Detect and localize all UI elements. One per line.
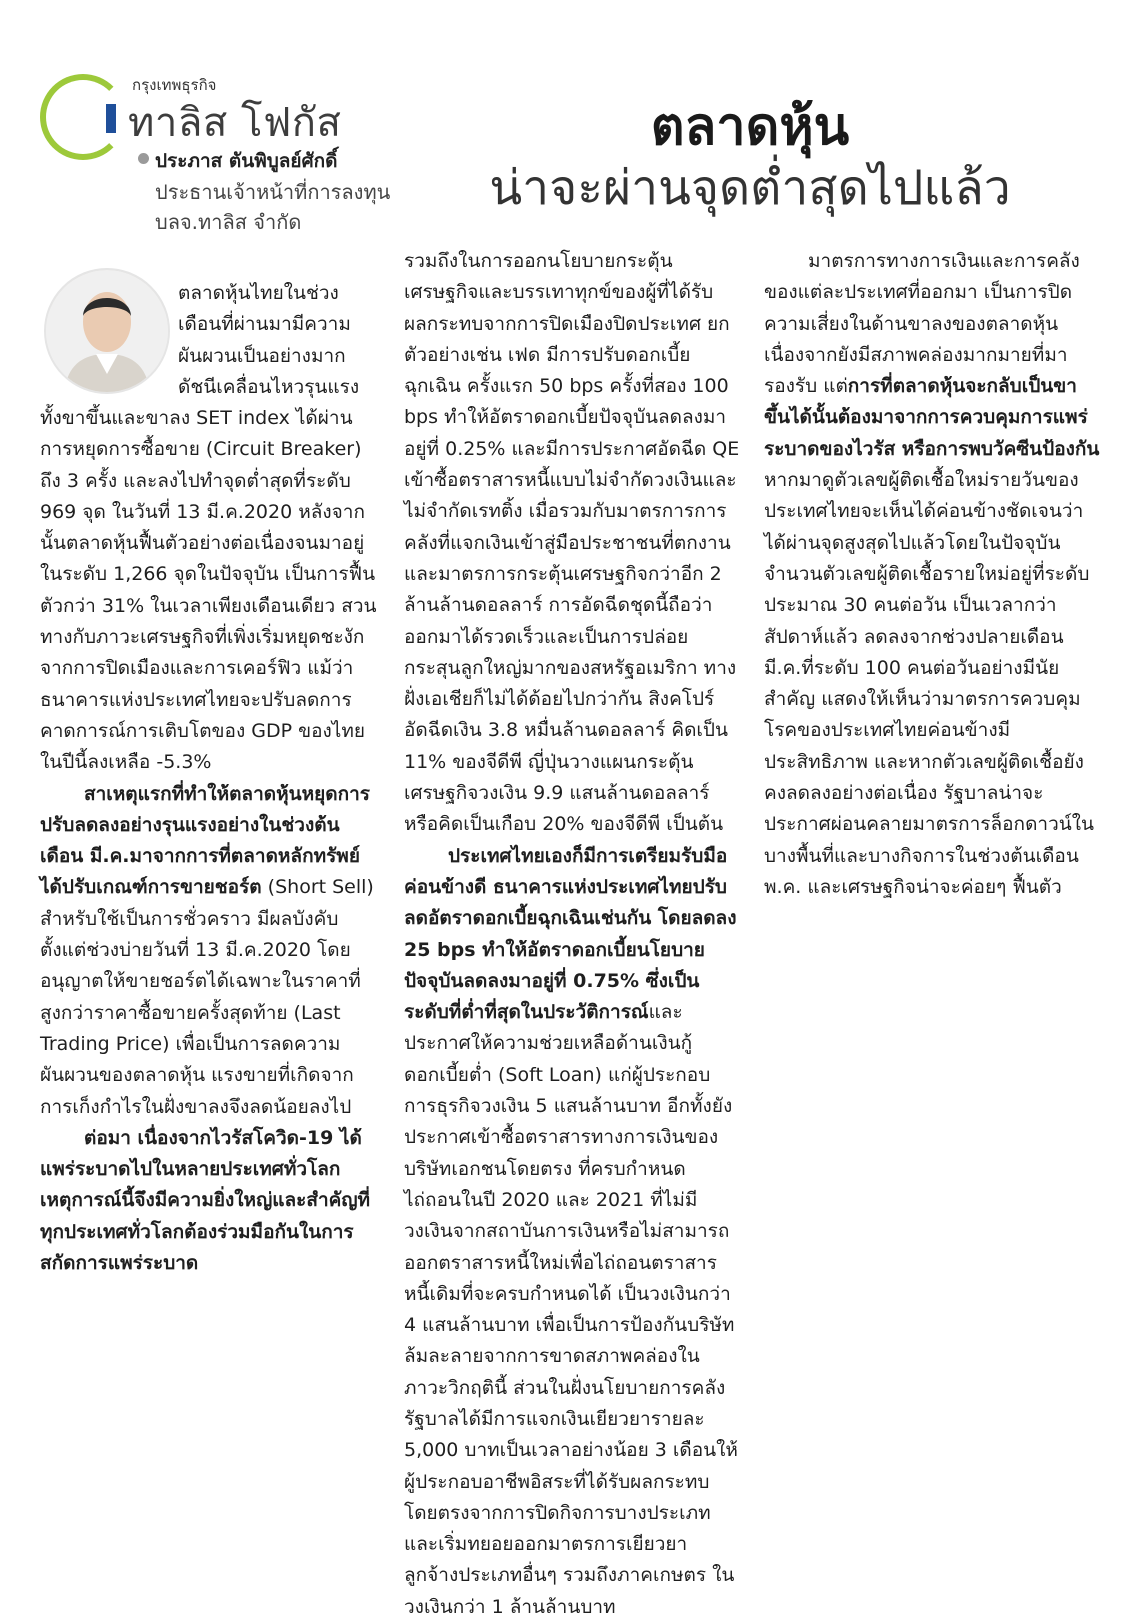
paragraph-5 (764, 246, 1102, 903)
article-intro (178, 278, 378, 403)
publication-name: กรุงเทพธุรกิจ (132, 76, 217, 94)
paragraph-4 (404, 841, 740, 1623)
paragraph-3-text: รวมถึงในการออกนโยบายกระตุ้นเศรษฐกิจและบรรเทาทุกข์ของผู้ที่ได้รับผลกระทบจากการปิดเมืองปิดประเทศ ยกตัวอย่างเช่น เฟด มีการปรับดอกเบี้ยฉุกเฉิน ครั้งแรก 50 bps ครั้งที่สอง 100 bps ทำให้อัตราดอกเบี้ยปัจจุบันลดลงมาอยู่ที่ 0.25% และมีการประกาศอัดฉีด QE เข้าซื้อตราสารหนี้แบบไม่จำกัดวงเงินและไม่จำกัดเรทติ้ง เมื่อรวมกับมาตรการการคลังที่แจกเงินเข้าสู่มือประชาชนที่ตกงานและมาตรการกระตุ้นเศรษฐกิจกว่าอีก 2 ล้านล้านดอลลาร์ การอัดฉีดชุดนี้ถือว่าออกมาได้รวดเร็วและเป็นการปล่อยกระสุนลูกใหญ่มากของสหรัฐอเมริกา ทางฝั่งเอเชียก็ไม่ได้ด้อยไปกว่ากัน สิงคโปร์อัดฉีดเงิน 3.8 หมื่นล้านดอลลาร์ คิดเป็น 11% ของจีดีพี ญี่ปุ่นวางแผนกระตุ้นเศรษฐกิจวงเงิน 9.9 แสนล้านดอลลาร์ หรือคิดเป็นเกือบ 20% ของจีดีพี เป็นต้น (404, 250, 740, 836)
paragraph-4-bold: ประเทศไทยเองก็มีการเตรียมรับมือค่อนข้างดี ธนาคารแห่งประเทศไทยปรับลดอัตราดอกเบี้ยฉุกเฉินเช่นกัน โดยลดลง 25 bps ทำให้อัตราดอกเบี้ยนโยบายปัจจุบันลดลงมาอยู่ที่ 0.75% ซึ่งเป็นระดับที่ต่ำที่สุดในประวัติการณ์ (404, 844, 737, 1024)
article-column-2 (404, 246, 740, 1623)
headline-line-1: ตลาดหุ้น (650, 97, 850, 157)
paragraph-5-tail: หากมาดูตัวเลขผู้ติดเชื้อใหม่รายวันของประเทศไทยจะเห็นได้ค่อนข้างชัดเจนว่าได้ผ่านจุดสูงสุดไปแล้วโดยในปัจจุบัน จำนวนตัวเลขผู้ติดเชื้อรายใหม่อยู่ที่ระดับประมาณ 30 คนต่อวัน เป็นเวลากว่าสัปดาห์แล้ว ลดลงจากช่วงปลายเดือนมี.ค.ที่ระดับ 100 คนต่อวันอย่างมีนัยสำคัญ แสดงให้เห็นว่ามาตรการควบคุมโรคของประเทศไทยค่อนข้างมีประสิทธิภาพ และหากตัวเลขผู้ติดเชื้อยังคงลดลงอย่างต่อเนื่อง รัฐบาลน่าจะประกาศผ่อนคลายมาตรการล็อกดาวน์ในบางพื้นที่และบางกิจการในช่วงต้นเดือน พ.ค. และเศรษฐกิจน่าจะค่อยๆ ฟื้นตัว (764, 469, 1094, 898)
column-name: ทาลิส โฟกัส (128, 100, 342, 146)
author-company: บลจ.ทาลิส จำกัด (155, 210, 302, 234)
author-photo (44, 268, 170, 394)
paragraph-3-lead: ต่อมา เนื่องจากไวรัสโควิด-19 ได้แพร่ระบาดไปในหลายประเทศทั่วโลก เหตุการณ์นี้จึงมีความยิ่งใหญ่และสำคัญที่ทุกประเทศทั่วโลกต้องร่วมมือกันในการสกัดการแพร่ระบาด (40, 1126, 371, 1275)
bullet-icon (138, 153, 149, 164)
author-name: ประภาส ตันพิบูลย์ศักดิ์ (155, 150, 338, 172)
paragraph-5-bold: การที่ตลาดหุ้นจะกลับเป็นขาขึ้นได้นั้นต้องมาจากการควบคุมการแพร่ระบาดของไวรัส หรือการพบวัคซีนป้องกัน (764, 375, 1100, 460)
article-column-3 (764, 246, 1102, 903)
paragraph-2-text: (Short Sell) สำหรับใช้เป็นการชั่วคราว มีผลบังคับตั้งแต่ช่วงบ่ายวันที่ 13 มี.ค.2020 โดยอนุญาตให้ขายชอร์ตได้เฉพาะในราคาที่สูงกว่าราคาซื้อขายครั้งสุดท้าย (Last Trading Price) เพื่อเป็นการลดความผันผวนของตลาดหุ้น แรงขายที่เกิดจากการเก็งกำไรในฝั่งขาลงจึงลดน้อยลงไป (40, 876, 374, 1118)
masthead-logo-bar (106, 104, 116, 133)
author-role: ประธานเจ้าหน้าที่การลงทุน (155, 180, 391, 204)
intro-text: ตลาดหุ้นไทยในช่วงเดือนที่ผ่านมามีความผันผวนเป็นอย่างมาก ดัชนีเคลื่อนไหวรุนแรง (178, 282, 360, 398)
article-column-1 (40, 403, 378, 1279)
paragraph-2 (40, 779, 378, 1123)
paragraph-1-continued: ทั้งขาขึ้นและขาลง SET index ได้ผ่านการหยุดการซื้อขาย (Circuit Breaker) ถึง 3 ครั้ง และลงไปทำจุดต่ำสุดที่ระดับ 969 จุด ในวันที่ 13 มี.ค.2020 หลังจากนั้นตลาดหุ้นฟื้นตัวอย่างต่อเนื่องจนมาอยู่ในระดับ 1,266 จุดในปัจจุบัน เป็นการฟื้นตัวกว่า 31% ในเวลาเพียงเดือนเดียว สวนทางกับภาวะเศรษฐกิจที่เพิ่งเริ่มหยุดชะงักจากการปิดเมืองและการเคอร์ฟิว แม้ว่าธนาคารแห่งประเทศไทยจะปรับลดการคาดการณ์การเติบโตของ GDP ของไทยในปีนี้ลงเหลือ -5.3% (40, 407, 377, 774)
author-portrait-icon (46, 270, 168, 392)
headline-line-2: น่าจะผ่านจุดต่ำสุดไปแล้ว (489, 160, 1011, 216)
paragraph-5-text: มาตรการทางการเงินและการคลังของแต่ละประเทศที่ออกมา เป็นการปิดความเสี่ยงในด้านขาลงของตลาดหุ้นเนื่องจากยังมีสภาพคล่องมากมายที่มารองรับ แต่ (764, 250, 1080, 398)
paragraph-2-bold: สาเหตุแรกที่ทำให้ตลาดหุ้นหยุดการปรับลดลงอย่างรุนแรงอย่างในช่วงต้นเดือน มี.ค.มาจากการที่ตลาดหลักทรัพย์ได้ปรับเกณฑ์การขายชอร์ต (40, 782, 370, 899)
paragraph-4-text: และประกาศให้ความช่วยเหลือด้านเงินกู้ดอกเบี้ยต่ำ (Soft Loan) แก่ผู้ประกอบการธุรกิจวงเงิน 5 แสนล้านบาท อีกทั้งยังประกาศเข้าซื้อตราสารทางการเงินของบริษัทเอกชนโดยตรง ที่ครบกำหนดไถ่ถอนในปี 2020 และ 2021 ที่ไม่มีวงเงินจากสถาบันการเงินหรือไม่สามารถออกตราสารหนี้ใหม่เพื่อไถ่ถอนตราสารหนี้เดิมที่จะครบกำหนดได้ เป็นวงเงินกว่า 4 แสนล้านบาท เพื่อเป็นการป้องกันบริษัทล้มละลายจากการขาดสภาพคล่องในภาวะวิกฤตินี้ ส่วนในฝั่งนโยบายการคลัง รัฐบาลได้มีการแจกเงินเยียวยารายละ 5,000 บาทเป็นเวลาอย่างน้อย 3 เดือนให้ผู้ประกอบอาชีพอิสระที่ได้รับผลกระทบโดยตรงจากการปิดกิจการบางประเภท และเริ่มทยอยออกมาตรการเยียวยาลูกจ้างประเภทอื่นๆ รวมถึงภาคเกษตร ในวงเงินกว่า 1 ล้านล้านบาท (404, 1001, 738, 1618)
